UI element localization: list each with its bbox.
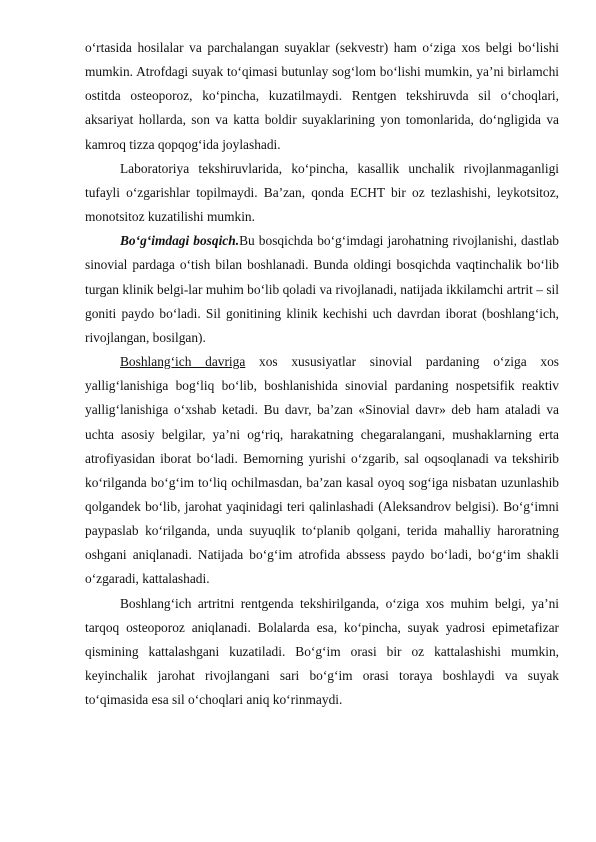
paragraph-5-text: Boshlang‘ich artritni rentgenda tekshirilganda, o‘ziga xos muhim belgi, ya’ni tarqoq osteoporoz aniqlanadi. Bolalarda esa, ko‘pincha, suyak yadrosi epimetafizar qismining kattalashgani kuzatiladi. Bo‘g‘im orasi bir oz kattalashishi mumkin, keyinchalik jarohat rivojlangani sari bo‘g‘im orasi toraya boshlaydi va suyak to‘qimasida esa sil o‘choqlari aniq ko‘rinmaydi.: [85, 595, 559, 708]
paragraph-2: [85, 157, 559, 229]
paragraph-3-text: Bu bosqichda bo‘g‘imdagi jarohatning rivojlanishi, dastlab sinovial pardaga o‘tish bilan boshlanadi. Bunda oldingi bosqichda vaqtinchalik bo‘lib turgan klinik belgi-lar muhim bo‘lib qoladi va rivojlanadi, natijada ikkilamchi artrit – sil goniti paydo bo‘ladi. Sil gonitining klinik kechishi uch davrdan iborat (boshlang‘ich, rivojlangan, bosilgan).: [85, 233, 559, 345]
paragraph-1-text: o‘rtasida hosilalar va parchalangan suyaklar (sekvestr) ham o‘ziga xos belgi bo‘lishi mumkin. Atrofdagi suyak to‘qimasi butunlay sog‘lom bo‘lishi mumkin, ya’ni birlamchi ostitda osteoporoz, ko‘pincha, kuzatilmaydi. Rentgen tekshiruvda sil o‘choqlari, aksariyat hollarda, son va katta boldir suyaklarining yon tomonlarida, do‘ngligida va kamroq tizza qopqog‘ida joylashadi.: [85, 40, 559, 152]
paragraph-4: [85, 350, 559, 592]
section-heading-articular-stage: Bo‘g‘imdagi bosqich.: [120, 233, 240, 249]
paragraph-5: [85, 592, 559, 713]
paragraph-2-text: Laboratoriya tekshiruvlarida, ko‘pincha, kasallik unchalik rivojlanmaganligi tufayli o‘zgarishlar topilmaydi. Ba’zan, qonda ECHT bir oz tezlashishi, leykotsitoz, monotsitoz kuzatilishi mumkin.: [85, 160, 559, 225]
paragraph-4-text: xos xususiyatlar sinovial pardaning o‘ziga xos yallig‘lanishiga bog‘liq bo‘lib, boshlanishida sinovial pardaning nospetsifik reaktiv yallig‘lanishiga o‘xshab ketadi. Bu davr, ba’zan «Sinovial davr» deb ham ataladi va uchta asosiy belgilar, ya’ni og‘riq, harakatning chegaralangani, mushaklarning erta atrofiyasidan iborat bo‘ladi. Bemorning yurishi o‘zgarib, sal oqsoqlanadi va tekshirib ko‘rilganda bo‘g‘im to‘liq ochilmasdan, ba’zan kasal oyoq sog‘iga nisbatan uzunlashib qolgandek bo‘lib, jarohat yaqinidagi teri qalinlashadi (Aleksandrov belgisi). Bo‘g‘imni paypaslab ko‘rilganda, unda suyuqlik to‘planib qolgani, terida mahalliy haroratning oshgani aniqlanadi. Natijada bo‘g‘im atrofida abssess paydo bo‘ladi, bo‘g‘im shakli o‘zgaradi, kattalashadi.: [85, 354, 560, 587]
document-page: [85, 36, 559, 712]
paragraph-1: [85, 36, 559, 157]
underlined-term-initial-period: Boshlang‘ich davriga: [120, 354, 246, 370]
paragraph-3: [85, 229, 559, 350]
